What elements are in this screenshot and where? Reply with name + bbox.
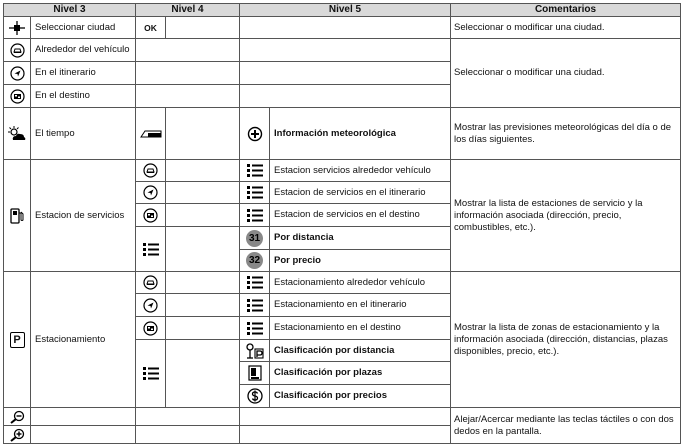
table-row bbox=[4, 108, 681, 160]
comment-servicios: Mostrar la lista de estaciones de servicio y la información asociada (dirección, precio, combustibles, etc.). bbox=[451, 160, 681, 272]
clas-plazas-label: Clasificación por plazas bbox=[270, 362, 451, 385]
es-alrededor-label: Estacion servicios alrededor vehículo bbox=[270, 160, 451, 182]
header-nivel5: Nivel 5 bbox=[240, 4, 451, 17]
itinerary-arrow-icon[interactable] bbox=[136, 294, 166, 317]
por-distancia-label: Por distancia bbox=[270, 227, 451, 250]
header-comentarios: Comentarios bbox=[451, 4, 681, 17]
vehicle-circle-icon[interactable] bbox=[4, 39, 31, 62]
weather-icon[interactable] bbox=[4, 108, 31, 160]
vehicle-circle-icon[interactable] bbox=[136, 160, 166, 182]
list-icon[interactable] bbox=[136, 340, 166, 408]
itinerary-arrow-icon[interactable] bbox=[136, 182, 166, 204]
seleccionar-ciudad-label: Seleccionar ciudad bbox=[31, 17, 136, 39]
table-row bbox=[4, 39, 681, 62]
estacionamiento-label: Estacionamiento bbox=[31, 272, 136, 408]
alrededor-label: Alrededor del vehículo bbox=[31, 39, 136, 62]
sort-price-dollar-icon[interactable] bbox=[240, 385, 270, 408]
destino-label: En el destino bbox=[31, 85, 136, 108]
parking-icon[interactable]: P bbox=[10, 332, 25, 348]
sort-places-icon[interactable] bbox=[240, 362, 270, 385]
sort-price-badge[interactable]: 32 bbox=[246, 252, 263, 269]
vehicle-circle-icon[interactable] bbox=[136, 272, 166, 294]
list-icon[interactable] bbox=[240, 317, 270, 340]
list-icon[interactable] bbox=[240, 272, 270, 294]
list-icon[interactable] bbox=[240, 182, 270, 204]
itinerary-arrow-icon[interactable] bbox=[4, 62, 31, 85]
table-row bbox=[4, 17, 681, 39]
navigation-menu-table bbox=[3, 3, 681, 444]
clas-distancia-label: Clasificación por distancia bbox=[270, 340, 451, 362]
est-itinerario-label: Estacionamiento en el itinerario bbox=[270, 294, 451, 317]
sort-distance-badge[interactable]: 31 bbox=[246, 230, 263, 247]
estacion-servicios-label: Estacion de servicios bbox=[31, 160, 136, 272]
header-nivel4: Nivel 4 bbox=[136, 4, 240, 17]
list-icon[interactable] bbox=[240, 204, 270, 227]
rain-icon[interactable] bbox=[136, 108, 166, 160]
destination-flag-icon[interactable] bbox=[136, 204, 166, 227]
table-row bbox=[4, 408, 681, 426]
destination-flag-icon[interactable] bbox=[4, 85, 31, 108]
itinerario-label: En el itinerario bbox=[31, 62, 136, 85]
sort-distance-icon[interactable] bbox=[240, 340, 270, 362]
comment-zoom: Alejar/Acercar mediante las teclas táctiles o con dos dedos en la pantalla. bbox=[451, 408, 681, 444]
comment-estacionamiento: Mostrar la lista de zonas de estacionamiento y la información asociada (dirección, distancias, plazas disponibles, precio, etc.). bbox=[451, 272, 681, 408]
es-destino-label: Estacion de servicios en el destino bbox=[270, 204, 451, 227]
fuel-pump-icon[interactable] bbox=[4, 160, 31, 272]
tiempo-label: El tiempo bbox=[31, 108, 136, 160]
list-icon[interactable] bbox=[240, 294, 270, 317]
header-nivel3: Nivel 3 bbox=[4, 4, 136, 17]
list-icon[interactable] bbox=[136, 227, 166, 272]
zoom-in-icon[interactable] bbox=[4, 426, 31, 444]
est-alrededor-label: Estacionamiento alrededor vehículo bbox=[270, 272, 451, 294]
table-row bbox=[4, 160, 681, 182]
est-destino-label: Estacionamiento en el destino bbox=[270, 317, 451, 340]
list-icon[interactable] bbox=[240, 160, 270, 182]
destination-flag-icon[interactable] bbox=[136, 317, 166, 340]
es-itinerario-label: Estacion de servicios en el itinerario bbox=[270, 182, 451, 204]
zoom-out-icon[interactable] bbox=[4, 408, 31, 426]
por-precio-label: Por precio bbox=[270, 250, 451, 272]
ok-button[interactable]: OK bbox=[136, 17, 166, 39]
comment-ciudad-2: Seleccionar o modificar una ciudad. bbox=[451, 39, 681, 108]
comment-tiempo: Mostrar las previsiones meteorológicas del día o de los días siguientes. bbox=[451, 108, 681, 160]
info-plus-icon[interactable] bbox=[240, 108, 270, 160]
comment-ciudad-1: Seleccionar o modificar una ciudad. bbox=[451, 17, 681, 39]
header-row bbox=[4, 4, 681, 17]
table-row bbox=[4, 272, 681, 294]
city-pin-icon bbox=[4, 17, 31, 39]
info-meteo-label: Información meteorológica bbox=[270, 108, 451, 160]
clas-precios-label: Clasificación por precios bbox=[270, 385, 451, 408]
